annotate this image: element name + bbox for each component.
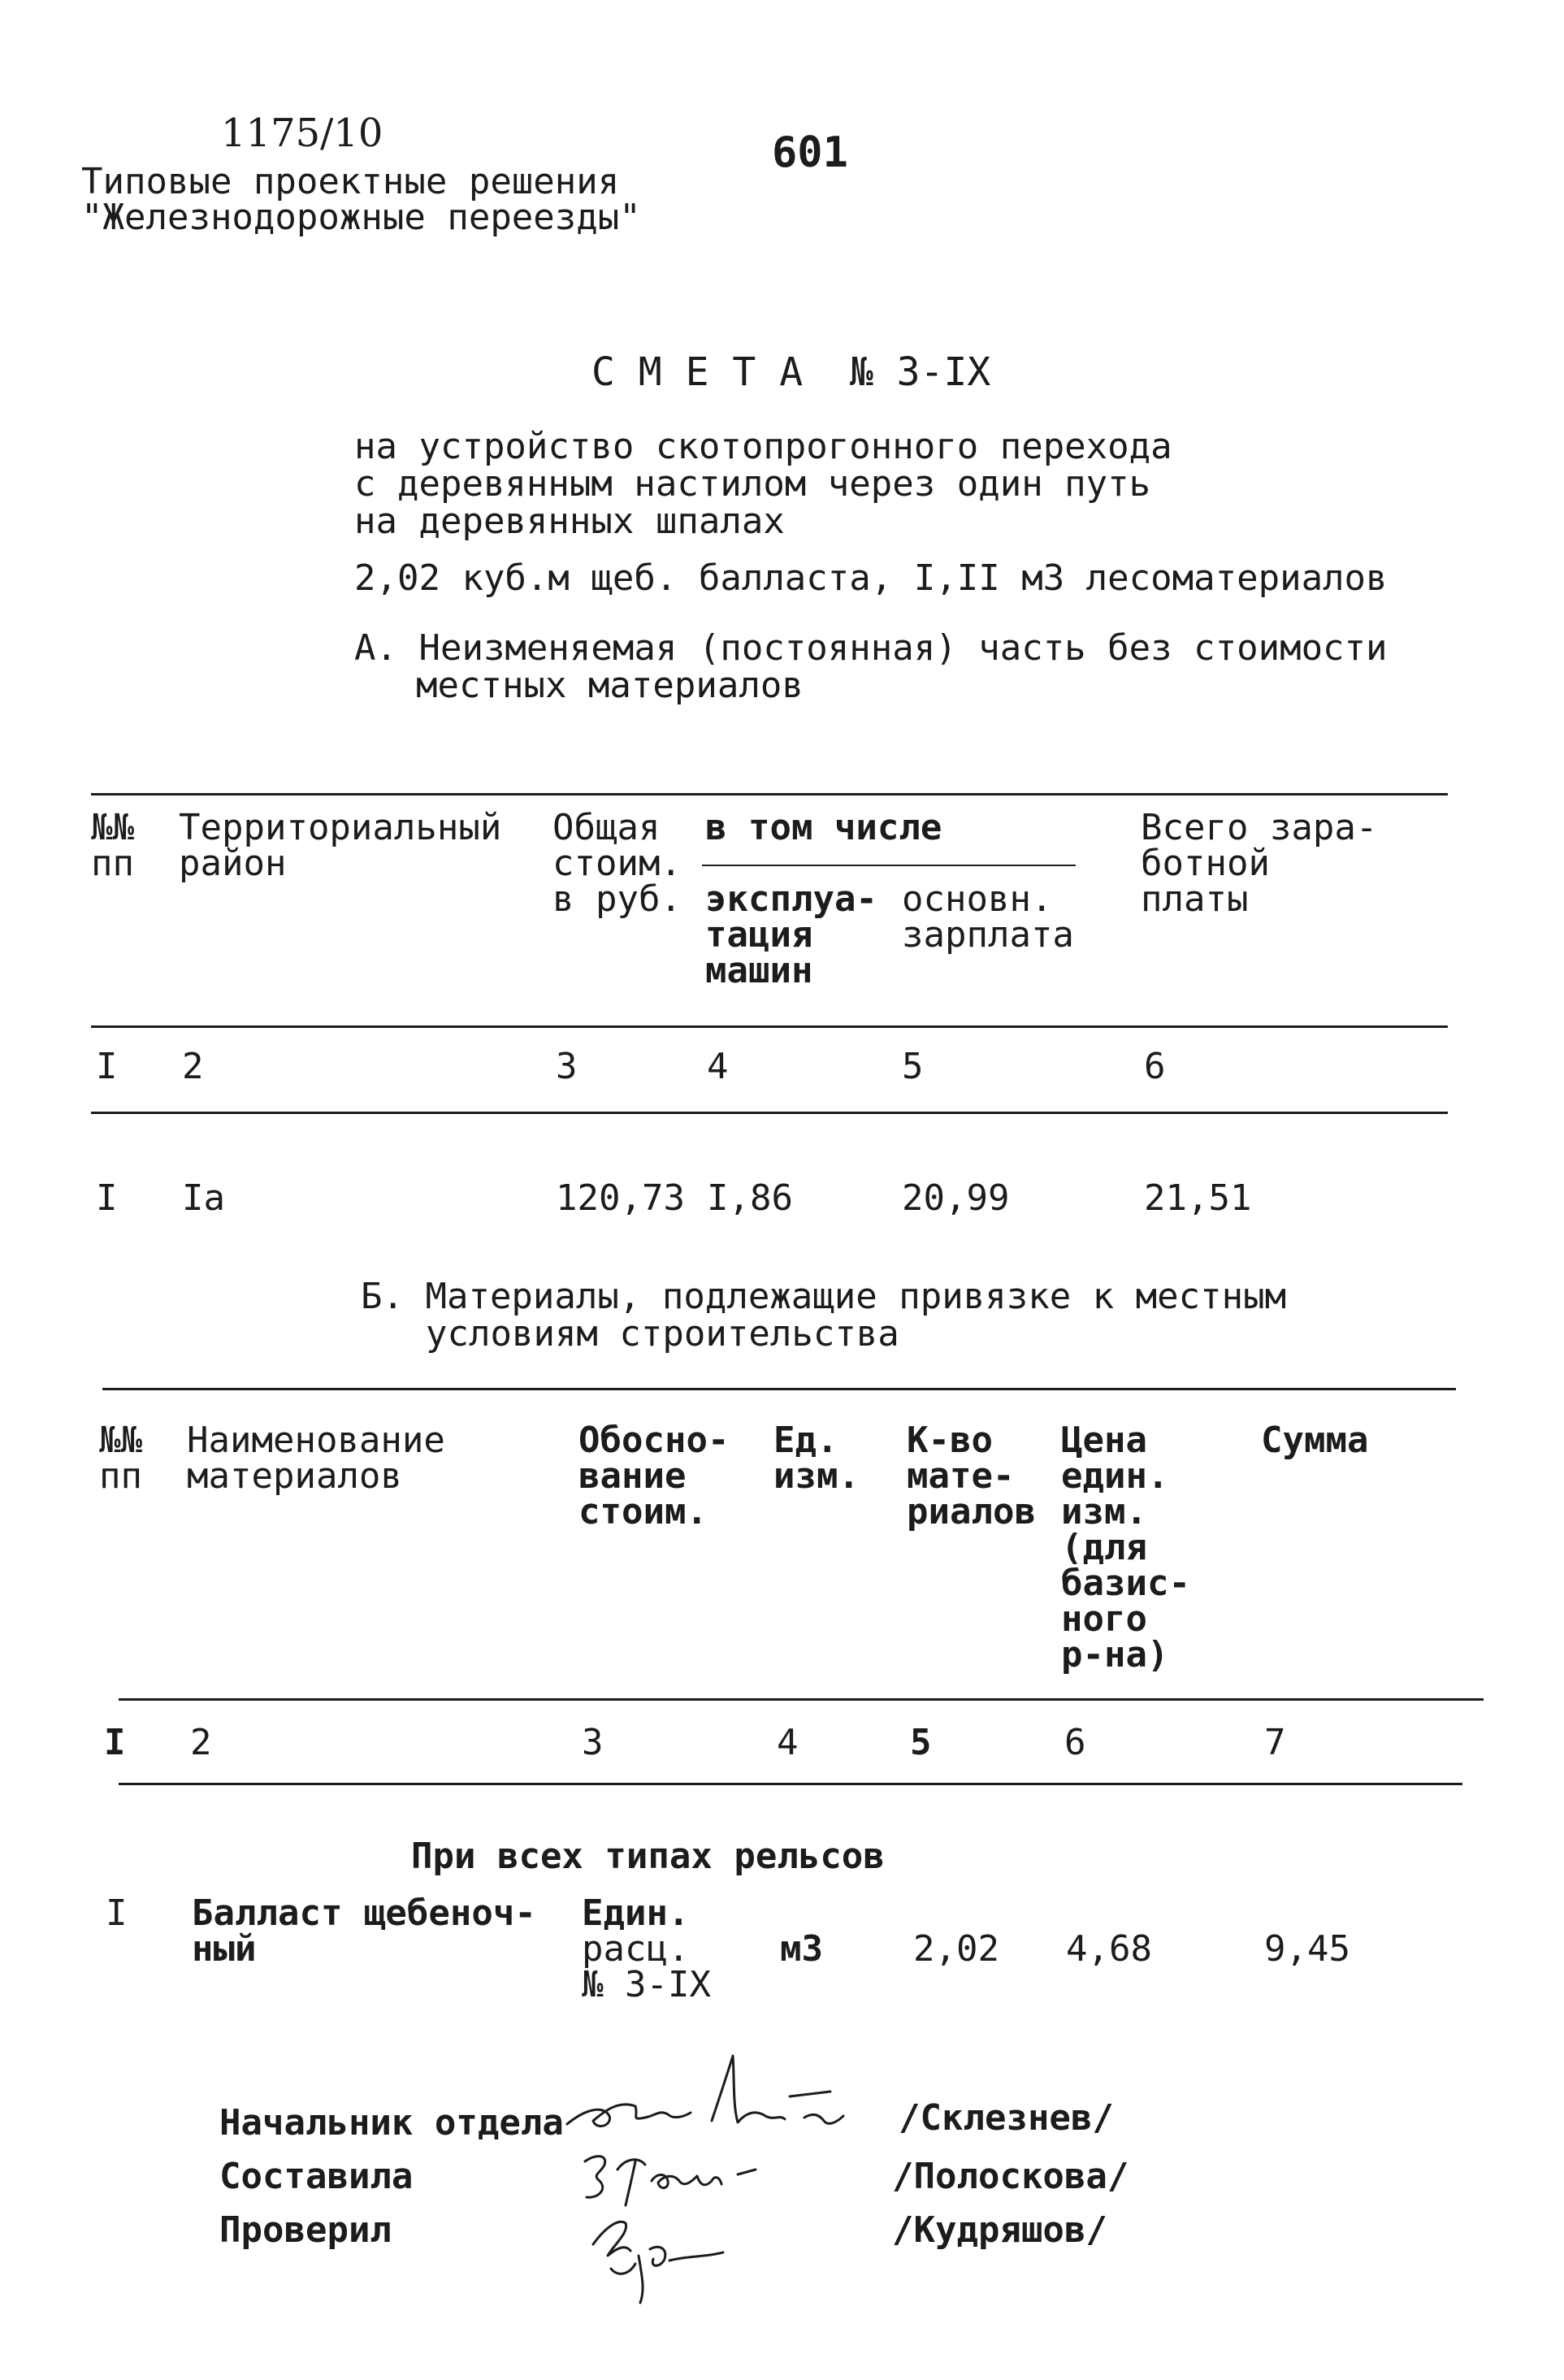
b-colnum-3: 3 <box>582 1722 604 1763</box>
a-col4-header: эксплуа- <box>705 878 877 920</box>
b-col2-header: Наименование <box>187 1420 445 1461</box>
b-col6-header-5: базис- <box>1061 1563 1190 1604</box>
a-col3-header: Общая <box>552 807 661 848</box>
b-col4-header: Ед. <box>773 1420 838 1461</box>
a-row-region: Iа <box>182 1177 225 1219</box>
b-colnum-5: 5 <box>910 1722 932 1763</box>
b-row-name-2: ный <box>192 1928 257 1970</box>
b-colnum-4: 4 <box>777 1722 799 1763</box>
a-col2-header-2: район <box>179 843 287 884</box>
b-row-qty: 2,02 <box>913 1928 999 1970</box>
title-line-3: на деревянных шпалах <box>354 501 785 542</box>
a-col3-header-3: в руб. <box>552 878 682 920</box>
table-a-header-rule <box>91 1025 1448 1028</box>
b-col6-header: Цена <box>1061 1420 1147 1461</box>
a-col1-header: №№ <box>91 807 134 848</box>
signature-name-checked: /Кудряшов/ <box>892 2209 1107 2251</box>
b-row-basis: Един. <box>582 1892 690 1934</box>
a-colnum-3: 3 <box>556 1046 578 1087</box>
b-col1-header-2: пп <box>99 1455 142 1497</box>
signature-role-head: Начальник отдела <box>219 2102 564 2144</box>
a-group-header: в том числе <box>705 807 942 848</box>
a-col2-header: Территориальный <box>179 807 502 848</box>
b-col3-header-3: стоим. <box>578 1491 708 1532</box>
b-col5-header-2: мате- <box>907 1455 1015 1497</box>
b-col1-header: №№ <box>99 1420 142 1461</box>
archive-number: 1175/10 <box>221 111 383 156</box>
table-b-header-rule <box>119 1698 1484 1701</box>
b-row-name: Балласт щебеноч- <box>192 1892 536 1934</box>
title-line-1: на устройство скотопрогонного перехода <box>354 426 1172 467</box>
b-col6-header-7: р-на) <box>1061 1634 1169 1676</box>
b-col3-header: Обосно- <box>578 1420 730 1461</box>
a-colnum-4: 4 <box>707 1046 729 1087</box>
b-col3-header-2: вание <box>578 1455 687 1497</box>
b-col5-header-3: риалов <box>907 1491 1036 1532</box>
signature-name-compiled: /Полоскова/ <box>892 2156 1129 2197</box>
a-colnum-6: 6 <box>1144 1046 1166 1087</box>
table-a-top-rule <box>91 793 1448 796</box>
a-row-machines: I,86 <box>707 1177 793 1219</box>
b-col5-header: К-во <box>907 1420 993 1461</box>
a-group-rule <box>702 865 1076 866</box>
b-group-caption: При всех типах рельсов <box>411 1836 885 1877</box>
a-colnum-5: 5 <box>902 1046 924 1087</box>
signature-name-head: /Склезнев/ <box>899 2097 1114 2139</box>
a-col6-header-2: ботной <box>1141 843 1270 884</box>
b-row-unit: м3 <box>780 1928 823 1970</box>
a-row-total: 120,73 <box>556 1177 685 1219</box>
b-row-basis-3: № 3-IX <box>582 1964 711 2005</box>
a-col6-header: Всего зара- <box>1141 807 1378 848</box>
table-a-number-rule <box>91 1112 1448 1114</box>
page-number: 601 <box>772 128 848 177</box>
a-col5-header: основн. <box>902 878 1053 920</box>
a-col3-header-2: стоим. <box>552 843 682 884</box>
handwritten-signatures <box>561 2031 902 2308</box>
a-colnum-2: 2 <box>182 1046 204 1087</box>
b-row-no: I <box>106 1892 128 1934</box>
series-line-1: Типовые проектные решения <box>81 161 620 202</box>
signature-role-compiled: Составила <box>219 2156 414 2197</box>
b-col6-header-4: (для <box>1061 1527 1147 1568</box>
b-col6-header-6: ного <box>1061 1598 1147 1640</box>
b-col6-header-3: изм. <box>1061 1491 1147 1532</box>
table-b-number-rule <box>119 1783 1462 1785</box>
title-volumes: 2,02 куб.м щеб. балласта, I,II м3 лесоматериалов <box>354 557 1388 599</box>
a-row-no: I <box>96 1177 118 1219</box>
a-col4-header-2: тация <box>705 914 813 956</box>
section-a-title-2: местных материалов <box>416 665 804 706</box>
b-row-basis-2: расц. <box>582 1928 690 1970</box>
a-col4-header-3: машин <box>705 950 813 991</box>
a-row-wages-total: 21,51 <box>1144 1177 1252 1219</box>
b-colnum-7: 7 <box>1264 1722 1286 1763</box>
section-a-title: А. Неизменяемая (постоянная) часть без стоимости <box>354 627 1388 669</box>
a-col5-header-2: зарплата <box>902 914 1074 956</box>
table-b-top-rule <box>102 1388 1456 1390</box>
a-col6-header-3: платы <box>1141 878 1249 920</box>
series-line-2: "Железнодорожные переезды" <box>81 197 641 238</box>
b-colnum-2: 2 <box>190 1722 212 1763</box>
a-row-salary: 20,99 <box>902 1177 1010 1219</box>
a-colnum-1: I <box>96 1046 118 1087</box>
a-col1-header-2: пп <box>91 843 134 884</box>
b-row-sum: 9,45 <box>1264 1928 1350 1970</box>
section-b-title: Б. Материалы, подлежащие привязке к местным <box>361 1276 1287 1317</box>
title-line-2: с деревянным настилом через один путь <box>354 463 1151 505</box>
b-row-price: 4,68 <box>1066 1928 1152 1970</box>
b-col4-header-2: изм. <box>773 1455 860 1497</box>
b-colnum-1: I <box>104 1722 126 1763</box>
section-b-title-2: условиям строительства <box>426 1313 899 1355</box>
estimate-title: С М Е Т А № 3-IX <box>591 349 991 395</box>
b-colnum-6: 6 <box>1064 1722 1086 1763</box>
b-col2-header-2: материалов <box>187 1455 402 1497</box>
signature-role-checked: Проверил <box>219 2209 392 2251</box>
b-col7-header: Сумма <box>1261 1420 1369 1461</box>
b-col6-header-2: един. <box>1061 1455 1169 1497</box>
